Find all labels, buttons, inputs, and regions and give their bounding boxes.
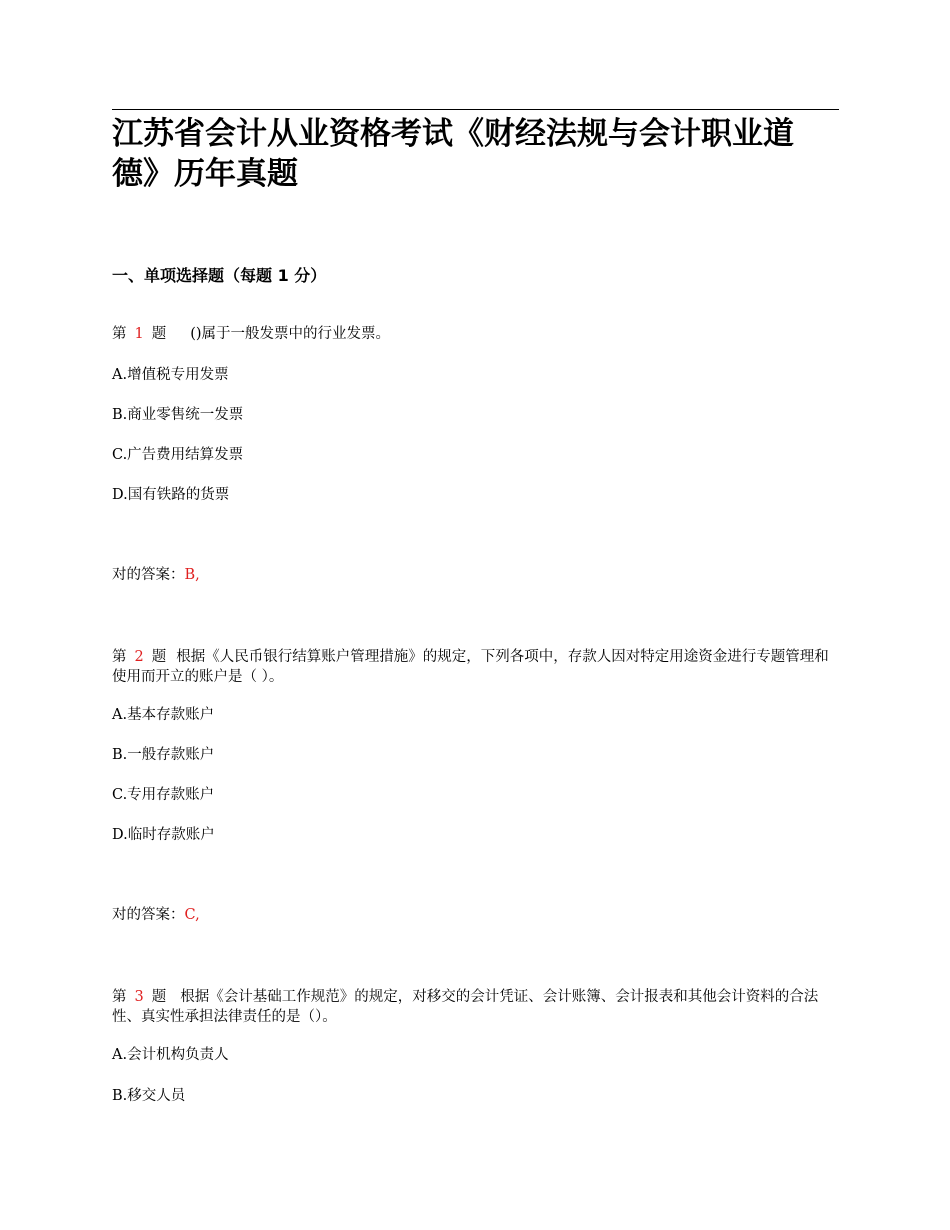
answer-label: 对的答案： xyxy=(112,567,185,583)
answer-line xyxy=(112,905,839,925)
option-a: A.增值税专用发票 xyxy=(112,367,229,383)
option-a: A.会计机构负责人 xyxy=(112,1047,229,1063)
question-3 xyxy=(112,987,839,1027)
answer-value: B, xyxy=(184,567,200,583)
option-b: B.商业零售统一发票 xyxy=(112,407,244,423)
answer-line xyxy=(112,565,839,585)
answer-value: C, xyxy=(184,907,200,923)
question-text: 根据《会计基础工作规范》的规定，对移交的会计凭证、会计账簿、会计报表和其他会计资料的合法性、真实性承担法律责任的是（）。 xyxy=(112,989,819,1025)
option-c: C.广告费用结算发票 xyxy=(112,447,244,463)
question-1 xyxy=(112,324,839,344)
option-c: C.专用存款账户 xyxy=(112,787,215,803)
question-text: ()属于一般发票中的行业发票。 xyxy=(190,326,391,342)
option-b: B.移交人员 xyxy=(112,1088,186,1104)
header-rule xyxy=(112,109,839,110)
option-b: B.一般存款账户 xyxy=(112,747,215,763)
section-heading: 一、单项选择题（每题 1 分） xyxy=(112,266,327,285)
answer-label: 对的答案： xyxy=(112,907,185,923)
question-number: 第 1 题 xyxy=(112,326,167,342)
document-title: 江苏省会计从业资格考试《财经法规与会计职业道德》历年真题 xyxy=(112,116,794,192)
question-text: 根据《人民币银行结算账户管理措施》的规定，下列各项中，存款人因对特定用途资金进行专题管理和使用而开立的账户是（ ）。 xyxy=(112,649,829,685)
question-number: 第 2 题 xyxy=(112,649,167,665)
question-number: 第 3 题 xyxy=(112,989,167,1005)
option-a: A.基本存款账户 xyxy=(112,707,215,723)
option-d: D.国有铁路的货票 xyxy=(112,487,230,503)
option-d: D.临时存款账户 xyxy=(112,827,215,843)
question-2 xyxy=(112,647,839,687)
